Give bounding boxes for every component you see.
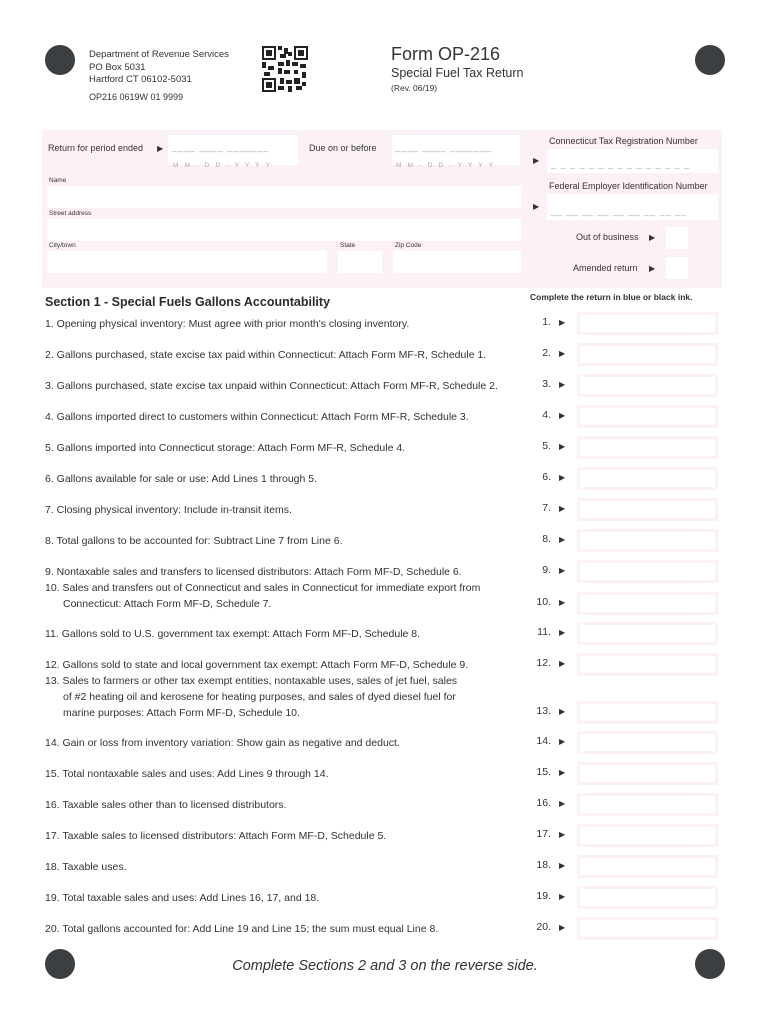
line-description [45, 890, 530, 906]
line-description-text: 5. Gallons imported into Connecticut storage: Attach Form MF-R, Schedule 4. [45, 442, 406, 454]
address-line: Hartford CT 06102-5031 [89, 74, 192, 85]
line-description-text: 13. Sales to farmers or other tax exempt entities, nontaxable uses, sales of jet fuel, sales [45, 675, 458, 687]
line-amount-input[interactable] [580, 315, 715, 332]
form-subtitle: Special Fuel Tax Return [391, 66, 524, 80]
line-description-text: 19. Total taxable sales and uses: Add Lines 16, 17, and 18. [45, 892, 320, 904]
right-triangle-icon: ▶ [559, 598, 566, 607]
zip-label: Zip Code [395, 242, 422, 249]
due-date-label: Due on or before [309, 143, 377, 153]
line-number: 2. [542, 347, 551, 359]
street-address-field[interactable] [47, 219, 521, 241]
line-amount-input[interactable] [580, 920, 715, 937]
form-title: Form OP-216 [391, 44, 501, 64]
line-description-text: 14. Gain or loss from inventory variation: Show gain as negative and deduct. [45, 737, 400, 749]
line-amount-input[interactable] [580, 889, 715, 906]
address-line: Department of Revenue Services [89, 49, 229, 60]
right-triangle-icon: ▶ [157, 144, 164, 153]
state-field[interactable] [338, 251, 382, 273]
line-amount-input[interactable] [580, 704, 715, 721]
line-number: 12. [536, 657, 551, 669]
name-field[interactable] [47, 186, 521, 208]
line-description-text: 8. Total gallons to be accounted for: Subtract Line 7 from Line 6. [45, 535, 343, 547]
line-amount-field[interactable] [577, 436, 718, 459]
out-of-business-checkbox[interactable] [666, 227, 688, 249]
fein-label: Federal Employer Identification Number [549, 181, 708, 191]
line-description [45, 378, 530, 394]
right-triangle-icon: ▶ [559, 473, 566, 482]
line-amount-input[interactable] [580, 858, 715, 875]
line-description [45, 766, 530, 782]
line-number: 7. [542, 502, 551, 514]
line-description-text: 16. Taxable sales other than to licensed distributors. [45, 799, 287, 811]
line-description-text: 7. Closing physical inventory: Include in-transit items. [45, 504, 292, 516]
line-number: 15. [536, 766, 551, 778]
right-triangle-icon: ▶ [649, 264, 656, 273]
right-triangle-icon: ▶ [649, 233, 656, 242]
line-number: 17. [536, 828, 551, 840]
line-description [45, 564, 530, 580]
line-amount-field[interactable] [577, 467, 718, 490]
date-underline: ____ ____ _______ [395, 142, 493, 152]
line-description [45, 502, 530, 518]
line-number: 16. [536, 797, 551, 809]
line-number: 3. [542, 378, 551, 390]
right-triangle-icon: ▶ [559, 659, 566, 668]
line-amount-field[interactable] [577, 560, 718, 583]
line-number: 13. [536, 705, 551, 717]
line-number: 1. [542, 316, 551, 328]
line-amount-field[interactable] [577, 343, 718, 366]
line-amount-field[interactable] [577, 312, 718, 335]
line-amount-field[interactable] [577, 793, 718, 816]
line-amount-input[interactable] [580, 470, 715, 487]
line-description [45, 921, 530, 937]
qr-code-icon [262, 46, 308, 92]
line-number: 14. [536, 735, 551, 747]
line-number: 10. [536, 596, 551, 608]
ct-registration-label: Connecticut Tax Registration Number [549, 136, 698, 146]
line-number: 20. [536, 921, 551, 933]
right-triangle-icon: ▶ [533, 156, 540, 165]
right-triangle-icon: ▶ [559, 380, 566, 389]
line-description-text: marine purposes: Attach Form MF-D, Schedule 10. [63, 707, 300, 719]
right-triangle-icon: ▶ [559, 535, 566, 544]
registration-dot-icon [45, 45, 75, 75]
right-triangle-icon: ▶ [559, 768, 566, 777]
line-description [45, 797, 530, 813]
right-triangle-icon: ▶ [559, 442, 566, 451]
reverse-side-note: Complete Sections 2 and 3 on the reverse side. [232, 958, 538, 974]
line-description [45, 735, 530, 751]
right-triangle-icon: ▶ [559, 504, 566, 513]
period-date-hint: M M - D D - Y Y Y Y [173, 162, 273, 169]
line-amount-field[interactable] [577, 592, 718, 615]
line-amount-field[interactable] [577, 405, 718, 428]
right-triangle-icon: ▶ [533, 202, 540, 211]
line-description [45, 316, 530, 332]
right-triangle-icon: ▶ [559, 923, 566, 932]
line-number: 19. [536, 890, 551, 902]
line-amount-input[interactable] [580, 501, 715, 518]
right-triangle-icon: ▶ [559, 566, 566, 575]
line-description [45, 533, 530, 549]
line-amount-input[interactable] [580, 765, 715, 782]
section-1-title: Section 1 - Special Fuels Gallons Accountability [45, 295, 331, 309]
line-description [45, 409, 530, 425]
line-number: 18. [536, 859, 551, 871]
line-description-text: Connecticut: Attach Form MF-D, Schedule 7. [63, 598, 272, 610]
line-description [45, 471, 530, 487]
line-amount-input[interactable] [580, 439, 715, 456]
right-triangle-icon: ▶ [559, 737, 566, 746]
line-amount-field[interactable] [577, 917, 718, 940]
line-amount-field[interactable] [577, 824, 718, 847]
fein-underline: __ __ __ __ __ __ __ __ __ [551, 206, 688, 216]
line-amount-field[interactable] [577, 529, 718, 552]
line-amount-input[interactable] [580, 827, 715, 844]
agency-address [89, 49, 229, 87]
right-triangle-icon: ▶ [559, 411, 566, 420]
line-amount-input[interactable] [580, 656, 715, 673]
line-number: 8. [542, 533, 551, 545]
city-field[interactable] [47, 251, 327, 273]
line-amount-field[interactable] [577, 622, 718, 645]
line-description-text: 12. Gallons sold to state and local government tax exempt: Attach Form MF-D, Schedule 9. [45, 659, 469, 671]
amended-return-checkbox[interactable] [666, 257, 688, 279]
line-amount-field[interactable] [577, 701, 718, 724]
line-description-text: 4. Gallons imported direct to customers within Connecticut: Attach Form MF-R, Schedule 3. [45, 411, 469, 423]
right-triangle-icon: ▶ [559, 861, 566, 870]
due-date-hint: M M - D D - Y Y Y Y [396, 162, 496, 169]
line-number: 11. [537, 626, 551, 638]
zip-field[interactable] [393, 251, 521, 273]
line-description [45, 580, 530, 612]
right-triangle-icon: ▶ [559, 628, 566, 637]
line-description-text: 17. Taxable sales to licensed distributors: Attach Form MF-D, Schedule 5. [45, 830, 387, 842]
right-triangle-icon: ▶ [559, 318, 566, 327]
line-description [45, 347, 530, 363]
line-description [45, 440, 530, 456]
line-description [45, 673, 530, 721]
line-number: 6. [542, 471, 551, 483]
line-description-text: 15. Total nontaxable sales and uses: Add Lines 9 through 14. [45, 768, 329, 780]
registration-underline: _ _ _ _ _ _ _ _ _ _ _ _ _ _ _ [551, 159, 691, 169]
line-description [45, 626, 530, 642]
line-amount-input[interactable] [580, 346, 715, 363]
registration-dot-icon [695, 45, 725, 75]
line-amount-field[interactable] [577, 374, 718, 397]
line-amount-field[interactable] [577, 498, 718, 521]
line-amount-input[interactable] [580, 734, 715, 751]
period-ended-label: Return for period ended [48, 143, 144, 153]
line-amount-field[interactable] [577, 653, 718, 676]
street-address-label: Street address [49, 210, 92, 217]
right-triangle-icon: ▶ [559, 799, 566, 808]
right-triangle-icon: ▶ [559, 349, 566, 358]
line-description-text: 1. Opening physical inventory: Must agree with prior month's closing inventory. [45, 318, 410, 330]
line-amount-input[interactable] [580, 796, 715, 813]
line-amount-field[interactable] [577, 731, 718, 754]
line-description-text: 11. Gallons sold to U.S. government tax exempt: Attach Form MF-D, Schedule 8. [45, 628, 421, 640]
right-triangle-icon: ▶ [559, 892, 566, 901]
out-of-business-label: Out of business [576, 232, 639, 242]
amended-return-label: Amended return [573, 263, 638, 273]
line-description-text: 9. Nontaxable sales and transfers to licensed distributors: Attach Form MF-D, Schedule 6. [45, 566, 462, 578]
line-description [45, 657, 530, 673]
line-amount-input[interactable] [580, 595, 715, 612]
city-label: City/town [49, 242, 76, 249]
right-triangle-icon: ▶ [559, 707, 566, 716]
line-description-text: 6. Gallons available for sale or use: Add Lines 1 through 5. [45, 473, 318, 485]
line-amount-input[interactable] [580, 377, 715, 394]
line-description [45, 828, 530, 844]
line-amount-field[interactable] [577, 886, 718, 909]
date-underline: ____ ____ _______ [172, 142, 270, 152]
line-amount-input[interactable] [580, 408, 715, 425]
line-amount-field[interactable] [577, 762, 718, 785]
state-label: State [340, 242, 356, 249]
line-description-text: 20. Total gallons accounted for: Add Line 19 and Line 15; the sum must equal Line 8. [45, 923, 439, 935]
line-amount-input[interactable] [580, 625, 715, 642]
line-number: 5. [542, 440, 551, 452]
address-line: PO Box 5031 [89, 61, 146, 73]
line-amount-input[interactable] [580, 563, 715, 580]
line-number: 9. [542, 564, 551, 576]
line-description-text: 3. Gallons purchased, state excise tax unpaid within Connecticut: Attach Form MF-R, Schedule 2. [45, 380, 498, 392]
line-amount-field[interactable] [577, 855, 718, 878]
line-description-text: 18. Taxable uses. [45, 861, 127, 873]
line-number: 4. [542, 409, 551, 421]
line-amount-input[interactable] [580, 532, 715, 549]
line-description [45, 859, 530, 875]
form-revision: (Rev. 06/19) [391, 83, 438, 93]
line-description-text: 10. Sales and transfers out of Connecticut and sales in Connecticut for immediate export from [45, 582, 481, 594]
form-code: OP216 0619W 01 9999 [89, 92, 184, 102]
right-triangle-icon: ▶ [559, 830, 566, 839]
line-description-text: 2. Gallons purchased, state excise tax paid within Connecticut: Attach Form MF-R, Schedule 1. [45, 349, 487, 361]
ink-instruction: Complete the return in blue or black ink. [530, 292, 693, 302]
line-description-text: of #2 heating oil and kerosene for heating purposes, and sales of dyed diesel fuel for [63, 691, 456, 703]
name-label: Name [49, 177, 67, 184]
